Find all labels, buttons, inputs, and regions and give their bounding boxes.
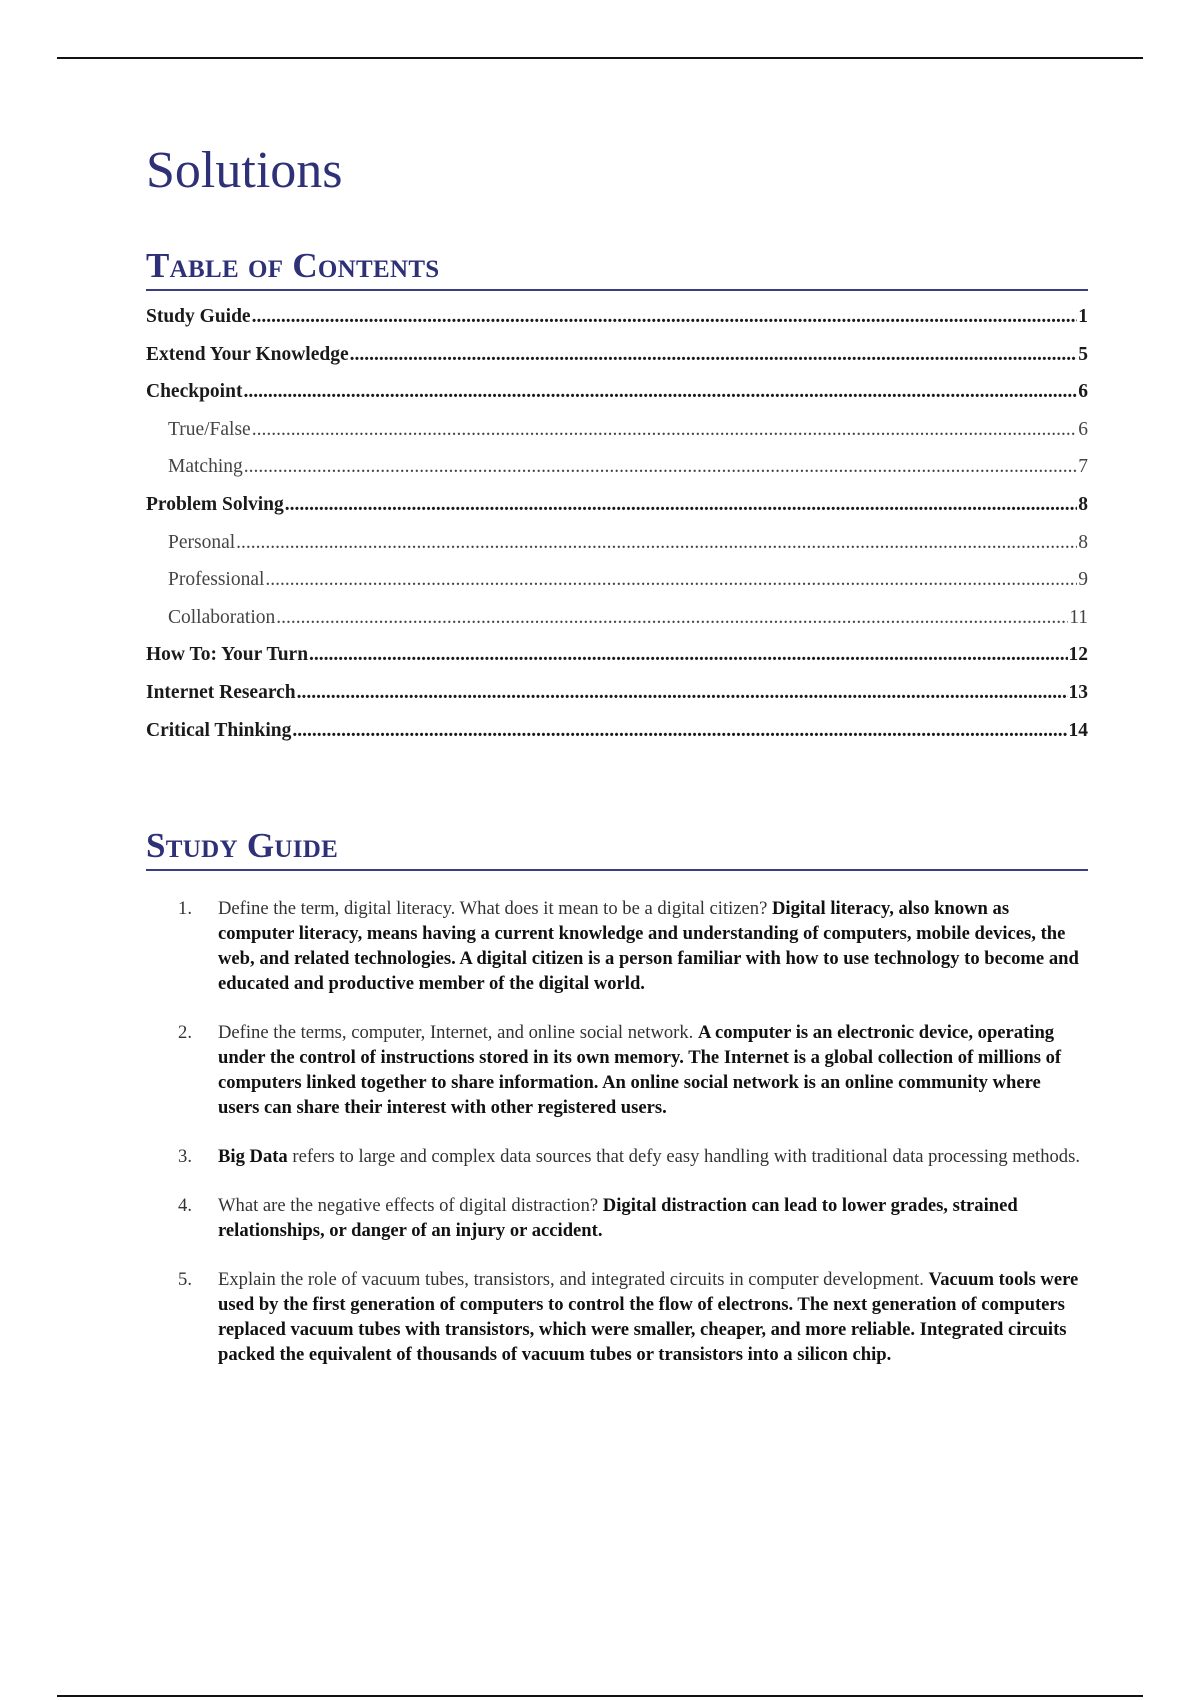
toc-entry-label: Critical Thinking <box>146 719 292 741</box>
toc-leader-dots <box>252 419 1078 441</box>
study-guide-heading: Study Guide <box>146 828 1088 871</box>
toc-entry-label: Problem Solving <box>146 493 284 515</box>
toc-entry-page: 6 <box>1078 418 1088 440</box>
question-number: 1. <box>178 898 192 919</box>
toc-entry-label: Study Guide <box>146 306 251 327</box>
toc-leader-dots <box>243 381 1077 403</box>
toc-leader-dots <box>350 344 1078 366</box>
question-answer: Digital literacy, also known as computer literacy, means having a current knowledge and understanding of computers, mobile devices, the web, and related technologies. A digital citizen is a person familiar with how to use technology to become and educated and productive member of the digital world. <box>218 898 1079 994</box>
toc-entry-checkpoint[interactable] <box>146 381 1088 419</box>
toc-entry-page: 12 <box>1068 644 1088 666</box>
toc-entry-page: 5 <box>1078 343 1088 365</box>
toc-entry-critical-thinking[interactable] <box>146 720 1088 758</box>
question-number: 4. <box>178 1195 192 1216</box>
toc-leader-dots <box>285 494 1077 516</box>
question-body <box>218 896 1085 996</box>
toc-entry-label: How To: Your Turn <box>146 644 309 666</box>
toc-entry-page: 11 <box>1069 606 1088 628</box>
page-bottom-rule <box>57 1695 1143 1697</box>
toc-leader-dots <box>297 682 1068 704</box>
toc-entry-collaboration[interactable] <box>146 607 1088 645</box>
table-of-contents <box>146 306 1088 757</box>
toc-entry-true-false[interactable] <box>146 419 1088 457</box>
question-term: Big Data <box>218 1146 288 1167</box>
question-number: 3. <box>178 1146 192 1167</box>
question-item <box>160 1193 1085 1243</box>
toc-entry-problem-solving[interactable] <box>146 494 1088 532</box>
toc-entry-label: Personal <box>168 531 236 553</box>
question-prompt: Explain the role of vacuum tubes, transistors, and integrated circuits in computer development. <box>218 1269 929 1290</box>
toc-leader-dots <box>244 456 1078 478</box>
toc-leader-dots <box>236 532 1077 554</box>
toc-entry-label: Matching <box>168 456 243 478</box>
toc-entry-label: Professional <box>168 569 265 591</box>
toc-entry-matching[interactable] <box>146 456 1088 494</box>
toc-entry-personal[interactable] <box>146 532 1088 570</box>
question-prompt: What are the negative effects of digital distraction? <box>218 1195 603 1216</box>
toc-entry-professional[interactable] <box>146 569 1088 607</box>
question-item <box>160 896 1085 996</box>
question-answer: Vacuum tools were used by the first generation of computers to control the flow of electrons. The next generation of computers replaced vacuum tubes with transistors, which were smaller, cheaper, and more reliable. Integrated circuits packed the equivalent of thousands of vacuum tubes or transistors into a silicon chip. <box>218 1269 1079 1365</box>
toc-entry-extend-your-knowledge[interactable] <box>146 344 1088 382</box>
question-body <box>218 1193 1085 1243</box>
toc-entry-page: 9 <box>1078 569 1088 591</box>
study-guide-questions <box>160 896 1085 1391</box>
toc-leader-dots <box>252 306 1078 328</box>
question-body <box>218 1144 1085 1169</box>
toc-entry-label: Extend Your Knowledge <box>146 343 349 365</box>
document-title: Solutions <box>146 142 343 199</box>
toc-entry-page: 7 <box>1078 456 1088 478</box>
toc-entry-page: 14 <box>1068 719 1088 741</box>
toc-leader-dots <box>309 644 1067 666</box>
toc-entry-label: Checkpoint <box>146 381 243 403</box>
question-body <box>218 1020 1085 1120</box>
toc-entry-label: Internet Research <box>146 681 296 703</box>
toc-leader-dots <box>292 720 1067 742</box>
toc-entry-page: 8 <box>1078 531 1088 553</box>
question-answer: Digital distraction can lead to lower grades, strained relationships, or danger of an injury or accident. <box>218 1195 1018 1241</box>
question-number: 2. <box>178 1022 192 1043</box>
question-item <box>160 1144 1085 1169</box>
toc-entry-internet-research[interactable] <box>146 682 1088 720</box>
toc-entry-how-to-your-turn[interactable] <box>146 644 1088 682</box>
toc-entry-study-guide[interactable] <box>146 306 1088 344</box>
question-prompt: Define the terms, computer, Internet, and online social network. <box>218 1022 698 1043</box>
question-number: 5. <box>178 1269 192 1290</box>
toc-entry-page: 6 <box>1078 381 1088 403</box>
question-item <box>160 1020 1085 1120</box>
toc-entry-page: 13 <box>1068 681 1088 703</box>
question-prompt: refers to large and complex data sources that defy easy handling with traditional data processing methods. <box>287 1146 1080 1167</box>
page-top-rule <box>57 57 1143 59</box>
question-body <box>218 1267 1085 1367</box>
question-prompt: Define the term, digital literacy. What does it mean to be a digital citizen? <box>218 898 772 919</box>
toc-entry-page: 1 <box>1078 306 1088 327</box>
question-answer: A computer is an electronic device, operating under the control of instructions stored in its own memory. The Internet is a global collection of millions of computers linked together to share information. An online social network is an online community where users can share their interest with other registered users. <box>218 1022 1062 1118</box>
toc-leader-dots <box>276 607 1068 629</box>
question-item <box>160 1267 1085 1367</box>
toc-entry-label: Collaboration <box>168 606 276 628</box>
toc-entry-page: 8 <box>1078 493 1088 515</box>
toc-entry-label: True/False <box>168 418 251 440</box>
toc-leader-dots <box>265 569 1077 591</box>
toc-heading: Table of Contents <box>146 248 1088 291</box>
